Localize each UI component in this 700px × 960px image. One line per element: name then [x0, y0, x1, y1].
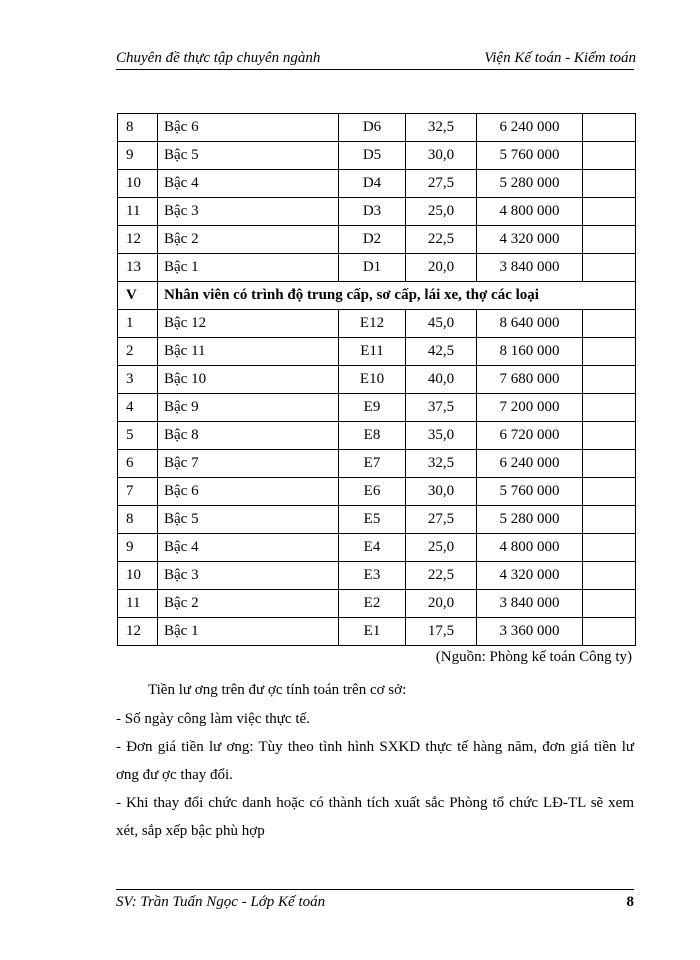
cell-note	[583, 562, 636, 590]
cell-coefficient: 32,5	[406, 114, 477, 142]
cell-code: D2	[339, 226, 406, 254]
cell-note	[583, 366, 636, 394]
header-divider	[116, 69, 634, 70]
cell-note	[583, 226, 636, 254]
cell-code: E5	[339, 506, 406, 534]
cell-grade: Bậc 4	[158, 534, 339, 562]
cell-coefficient: 30,0	[406, 478, 477, 506]
paragraph-promotion: - Khi thay đổi chức danh hoặc có thành tích xuất sắc Phòng tổ chức LĐ-TL sẽ xem xét, sắp xếp bậc phù hợp	[116, 795, 634, 839]
table-row	[118, 450, 636, 478]
cell-coefficient: 20,0	[406, 254, 477, 282]
cell-grade: Bậc 4	[158, 170, 339, 198]
cell-code: E4	[339, 534, 406, 562]
cell-code: E9	[339, 394, 406, 422]
cell-note	[583, 478, 636, 506]
cell-row-number: 7	[118, 478, 158, 506]
cell-row-number: 4	[118, 394, 158, 422]
cell-salary: 5 280 000	[477, 170, 583, 198]
cell-code: D4	[339, 170, 406, 198]
salary-scale-table	[117, 113, 636, 646]
cell-note	[583, 506, 636, 534]
cell-coefficient: 30,0	[406, 142, 477, 170]
cell-note	[583, 450, 636, 478]
cell-note	[583, 590, 636, 618]
cell-salary: 6 240 000	[477, 450, 583, 478]
cell-salary: 7 200 000	[477, 394, 583, 422]
table-row	[118, 590, 636, 618]
table-row	[118, 254, 636, 282]
page-footer	[116, 894, 634, 911]
paragraph-workdays: - Số ngày công làm việc thực tế.	[116, 711, 310, 727]
cell-salary: 3 840 000	[477, 254, 583, 282]
cell-row-number: 12	[118, 618, 158, 646]
cell-salary: 5 760 000	[477, 142, 583, 170]
cell-code: E1	[339, 618, 406, 646]
cell-coefficient: 27,5	[406, 170, 477, 198]
cell-note	[583, 170, 636, 198]
header-institute: Viện Kế toán - Kiểm toán	[484, 50, 636, 66]
cell-code: D1	[339, 254, 406, 282]
cell-grade: Bậc 5	[158, 142, 339, 170]
table-row	[118, 170, 636, 198]
cell-grade: Bậc 2	[158, 590, 339, 618]
table-source-note: (Nguồn: Phòng kế toán Công ty)	[435, 649, 632, 665]
cell-grade: Bậc 11	[158, 338, 339, 366]
cell-salary: 5 280 000	[477, 506, 583, 534]
cell-coefficient: 32,5	[406, 450, 477, 478]
cell-code: E3	[339, 562, 406, 590]
table-row	[118, 394, 636, 422]
cell-code: E6	[339, 478, 406, 506]
cell-coefficient: 37,5	[406, 394, 477, 422]
cell-coefficient: 27,5	[406, 506, 477, 534]
cell-code: E11	[339, 338, 406, 366]
table-row	[118, 114, 636, 142]
cell-grade: Bậc 6	[158, 114, 339, 142]
table-row	[118, 534, 636, 562]
cell-row-number: 10	[118, 562, 158, 590]
cell-row-number: 8	[118, 506, 158, 534]
cell-salary: 8 160 000	[477, 338, 583, 366]
cell-row-number: 6	[118, 450, 158, 478]
cell-row-number: 9	[118, 534, 158, 562]
cell-row-number: 3	[118, 366, 158, 394]
table-row	[118, 506, 636, 534]
cell-note	[583, 422, 636, 450]
cell-grade: Bậc 2	[158, 226, 339, 254]
page-header	[116, 46, 636, 68]
cell-coefficient: 22,5	[406, 562, 477, 590]
cell-note	[583, 534, 636, 562]
cell-salary: 4 800 000	[477, 534, 583, 562]
cell-row-number: 11	[118, 198, 158, 226]
cell-grade: Bậc 3	[158, 198, 339, 226]
salary-scale-table-body	[118, 114, 636, 646]
cell-row-number: 13	[118, 254, 158, 282]
header-document-title: Chuyên đề thực tập chuyên ngành	[116, 50, 321, 66]
cell-salary: 4 320 000	[477, 562, 583, 590]
cell-salary: 6 240 000	[477, 114, 583, 142]
cell-row-number: 2	[118, 338, 158, 366]
cell-code: E10	[339, 366, 406, 394]
cell-salary: 3 840 000	[477, 590, 583, 618]
table-row	[118, 142, 636, 170]
cell-coefficient: 42,5	[406, 338, 477, 366]
cell-salary: 4 800 000	[477, 198, 583, 226]
cell-coefficient: 25,0	[406, 534, 477, 562]
cell-grade: Bậc 7	[158, 450, 339, 478]
cell-row-number: 11	[118, 590, 158, 618]
section-title: Nhân viên có trình độ trung cấp, sơ cấp, lái xe, thợ các loại	[158, 282, 636, 310]
table-row	[118, 366, 636, 394]
cell-grade: Bậc 1	[158, 254, 339, 282]
cell-salary: 4 320 000	[477, 226, 583, 254]
cell-grade: Bậc 6	[158, 478, 339, 506]
cell-coefficient: 40,0	[406, 366, 477, 394]
cell-code: E8	[339, 422, 406, 450]
cell-salary: 7 680 000	[477, 366, 583, 394]
cell-note	[583, 254, 636, 282]
table-row	[118, 338, 636, 366]
table-row	[118, 310, 636, 338]
cell-code: D6	[339, 114, 406, 142]
cell-salary: 8 640 000	[477, 310, 583, 338]
cell-grade: Bậc 9	[158, 394, 339, 422]
cell-note	[583, 394, 636, 422]
cell-grade: Bậc 1	[158, 618, 339, 646]
cell-code: E12	[339, 310, 406, 338]
page-number: 8	[626, 894, 634, 910]
cell-row-number: 12	[118, 226, 158, 254]
table-row	[118, 562, 636, 590]
cell-salary: 5 760 000	[477, 478, 583, 506]
section-row	[118, 282, 636, 310]
section-number: V	[118, 282, 158, 310]
table-row	[118, 618, 636, 646]
cell-note	[583, 338, 636, 366]
table-row	[118, 226, 636, 254]
cell-coefficient: 20,0	[406, 590, 477, 618]
cell-note	[583, 618, 636, 646]
footer-student: SV: Trần Tuấn Ngọc - Lớp Kế toán	[116, 894, 326, 910]
table-row	[118, 478, 636, 506]
cell-grade: Bậc 8	[158, 422, 339, 450]
cell-coefficient: 17,5	[406, 618, 477, 646]
cell-note	[583, 198, 636, 226]
cell-grade: Bậc 10	[158, 366, 339, 394]
cell-code: E7	[339, 450, 406, 478]
cell-salary: 6 720 000	[477, 422, 583, 450]
cell-coefficient: 22,5	[406, 226, 477, 254]
cell-coefficient: 25,0	[406, 198, 477, 226]
cell-coefficient: 35,0	[406, 422, 477, 450]
paragraph-unit-price: - Đơn giá tiền lư ơng: Tùy theo tình hình SXKD thực tế hàng năm, đơn giá tiền lư ơng đư ợc thay đổi.	[116, 739, 634, 783]
cell-row-number: 10	[118, 170, 158, 198]
cell-note	[583, 142, 636, 170]
cell-code: D3	[339, 198, 406, 226]
cell-grade: Bậc 12	[158, 310, 339, 338]
cell-row-number: 5	[118, 422, 158, 450]
cell-code: D5	[339, 142, 406, 170]
table-row	[118, 198, 636, 226]
cell-row-number: 9	[118, 142, 158, 170]
paragraph-intro: Tiền lư ơng trên đư ợc tính toán trên cơ sở:	[148, 682, 407, 698]
cell-row-number: 8	[118, 114, 158, 142]
cell-coefficient: 45,0	[406, 310, 477, 338]
cell-code: E2	[339, 590, 406, 618]
cell-row-number: 1	[118, 310, 158, 338]
cell-note	[583, 114, 636, 142]
cell-note	[583, 310, 636, 338]
footer-divider	[116, 889, 634, 890]
cell-grade: Bậc 5	[158, 506, 339, 534]
table-row	[118, 422, 636, 450]
cell-grade: Bậc 3	[158, 562, 339, 590]
cell-salary: 3 360 000	[477, 618, 583, 646]
